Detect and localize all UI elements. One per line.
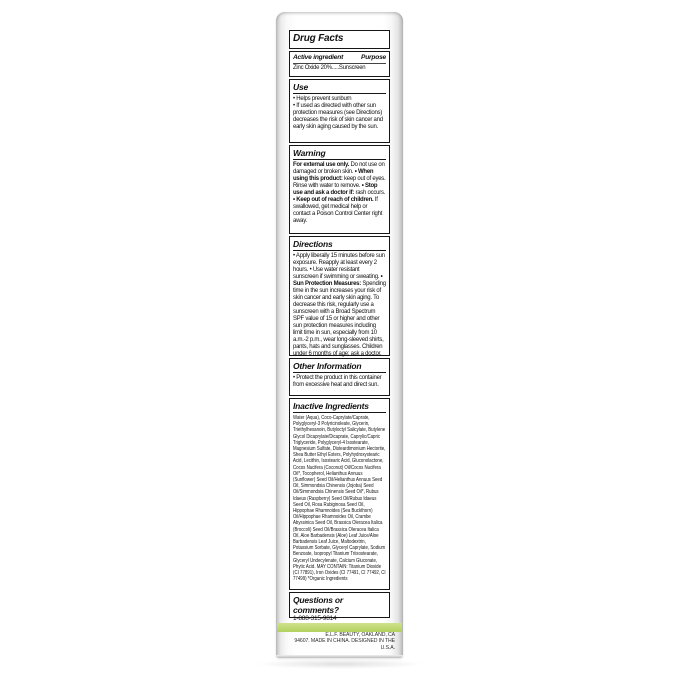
questions-section (289, 592, 390, 622)
inactive-ingredients-section (289, 398, 390, 590)
questions-phone-number: 1-888-315-9814 (293, 615, 337, 622)
other-information-body: • Protect the product in this container from excessive heat and direct sun. (293, 375, 382, 388)
drug-facts-label (289, 30, 390, 622)
warning-body (293, 162, 386, 225)
use-title: Use (293, 82, 308, 92)
warning-text-2: keep out of eyes. Rinse with water to remove. (293, 176, 386, 189)
manufacturer-line-2: 94607. MADE IN CHINA. DESIGNED IN THE U.S.A. (294, 638, 395, 652)
manufacturer-line-1: E.L.F. BEAUTY, OAKLAND, CA (325, 631, 395, 638)
inactive-ingredients-title: Inactive Ingredients (293, 401, 369, 411)
use-bullet-1: • Helps prevent sunburn (293, 96, 352, 102)
warning-title: Warning (293, 148, 326, 158)
directions-title: Directions (293, 239, 333, 249)
header-divider (293, 372, 386, 373)
active-ingredient-header: Active ingredient (293, 54, 344, 61)
warning-text-3: rash occurs. (354, 190, 386, 196)
purpose-header: Purpose (361, 54, 386, 61)
directions-body (293, 253, 386, 358)
warning-bold-keep-out: • Keep out of reach of children. (293, 197, 374, 203)
drug-facts-title: Drug Facts (293, 33, 344, 44)
warning-section (289, 145, 390, 234)
drug-facts-title-box (289, 30, 390, 49)
header-divider (293, 412, 386, 413)
warning-text-4: If swallowed, get medical help or contact a Poison Control Center right away. (293, 197, 383, 224)
inactive-ingredients-list: Water (Aqua), Coco-Caprylate/Caprate, Polyglyceryl-3 Polyricinoleate, Glycerin, Triethylhexanoin, Butyloctyl Salicylate, Butylene Glycol Dicaprylate/Dicaprate, Caprylic/Capric Triglyceride, Polyglyceryl-4 Isostearate, Magnesium Sulfate, Disteardimonium Hectorite, Shea Butter Ethyl Esters, Polyhydroxystearic Acid, Lecithin, Isostearic Acid, Gluconolactone, Cocos Nucifera (Coconut) Oil/Cocos Nucifera Oil*, Tocopherol, Helianthus Annuus (Sunflower) Seed Oil/Helianthus Annuus Seed Oil, Simmondsia Chinensis (Jojoba) Seed Oil/Simmondsia Chinensis Seed Oil*, Rubus Idaeus (Raspberry) Seed Oil/Rubus Idaeus Seed Oil, Rosa Rubiginosa Seed Oil, Hippophae Rhamnoides (Sea Buckthorn) Oil/Hippophae Rhamnoides Oil, Crambe Abyssinica Seed Oil, Brassica Oleracea Italica (Broccoli) Seed Oil/Brassica Oleracea Italica Oil, Aloe Barbadensis (Aloe) Leaf Juice/Aloe Barbadensis Leaf Juice, Maltodextrin, Potassium Sorbate, Glyceryl Caprylate, Sodium Benzoate, Isopropyl Titanium Triisostearate, Glyceryl Undecylenate, Calcium Gluconate, Phytic Acid. MAY CONTAIN: Titanium Dioxide (CI 77891), Iron Oxides (CI 77491, CI 77492, CI 77499) *Organic Ingredients (293, 415, 386, 583)
manufacturer-info (286, 632, 395, 652)
active-ingredient-section (289, 51, 390, 77)
active-ingredient-row: Zinc Oxide 20%.....Sunscreen (293, 65, 366, 71)
use-section (289, 79, 390, 143)
tube-crimp-edge (276, 655, 403, 658)
other-information-title: Other Information (293, 361, 362, 371)
active-ingredient-header-row (293, 54, 386, 62)
use-bullet-2: • If used as directed with other sun protection measures (see Directions) decreases the risk of skin cancer and early skin aging caused by the sun. (293, 103, 383, 130)
header-divider (293, 159, 386, 160)
questions-title: Questions or comments? (293, 595, 344, 615)
directions-text-2: Spending time in the sun increases your risk of skin cancer and early skin aging. To decrease this risk, regularly use a sunscreen with a Broad Spectrum SPF value of 15 or higher and other sun protection measures including limit time in sun, especially from 10 a.m.-2 p.m., wear long-sleeved shirts, pants, hats and sunglasses. Children under 6 months of age: ask a doctor. (293, 281, 386, 357)
sunscreen-tube-back (276, 12, 403, 658)
header-divider (293, 250, 386, 251)
directions-section (289, 236, 390, 356)
warning-bold-when-using: • When using this product: (293, 169, 374, 182)
directions-text-1: • Apply liberally 15 minutes before sun exposure. Reapply at least every 2 hours. • Use water resistant sunscreen if swimming or sweating. (293, 253, 385, 280)
warning-text-1: Do not use on damaged or broken skin. (293, 162, 385, 175)
header-divider (293, 63, 386, 64)
other-information-section (289, 358, 390, 396)
header-divider (293, 93, 386, 94)
warning-bold-stop-use: • Stop use and ask a doctor if: (293, 183, 378, 196)
tube-drop-shadow (255, 659, 425, 669)
warning-bold-external-use: For external use only. (293, 162, 350, 168)
directions-bold-sun-protection: • Sun Protection Measures: (293, 274, 383, 287)
